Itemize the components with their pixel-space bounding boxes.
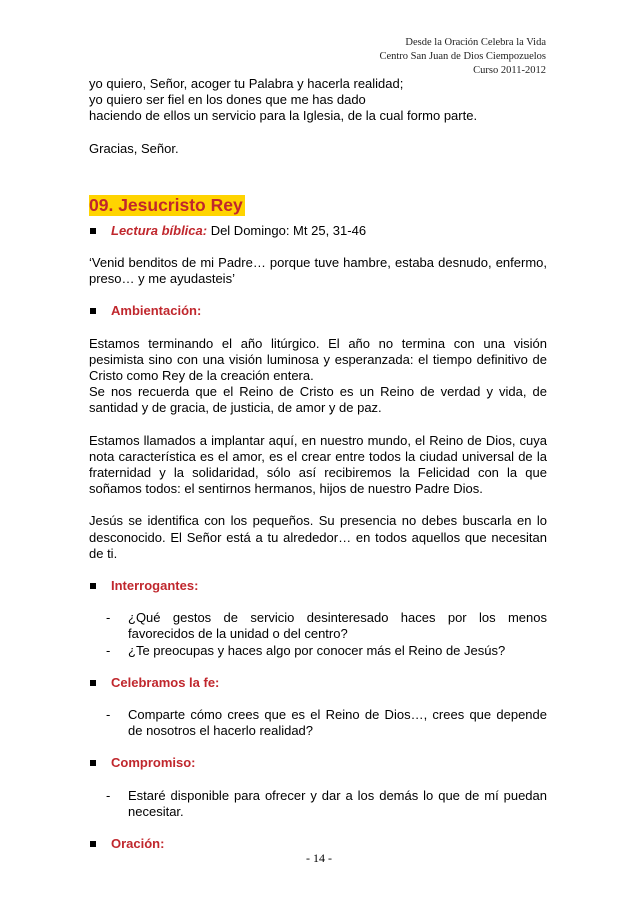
ambientacion-paragraph-1b: Se nos recuerda que el Reino de Cristo es un Reino de verdad y vida, de santidad y de gracia, de justicia, de amor y de paz. <box>89 384 547 416</box>
oracion-label: Oración: <box>111 836 165 852</box>
compromiso-label: Compromiso: <box>111 755 196 771</box>
interrogante-text-1: ¿Qué gestos de servicio desinteresado haces por los menos favorecidos de la unidad o del centro? <box>128 610 547 642</box>
page-content <box>89 76 547 852</box>
header-line-3: Curso 2011-2012 <box>473 65 546 76</box>
interrogantes-label: Interrogantes: <box>111 578 199 594</box>
intro-line-2: yo quiero ser fiel en los dones que me has dado <box>89 92 366 108</box>
compromiso-item <box>89 755 547 771</box>
interrogantes-item <box>89 578 547 594</box>
lectura-value: Del Domingo: Mt 25, 31-46 <box>207 222 367 238</box>
section-title: 09. Jesucristo Rey <box>89 194 243 215</box>
lectura-item <box>89 223 547 239</box>
interrogante-1 <box>89 610 547 642</box>
intro-thanks: Gracias, Señor. <box>89 140 179 156</box>
celebramos-text: Comparte cómo crees que es el Reino de Dios…, crees que depende de nosotros el hacerlo realidad? <box>128 707 547 739</box>
compromiso-entry <box>89 788 547 820</box>
intro-line-3: haciendo de ellos un servicio para la Iglesia, de la cual formo parte. <box>89 108 478 124</box>
ambientacion-paragraph-3: Jesús se identifica con los pequeños. Su presencia no debes buscarla en lo desconocido. El Señor está a tu alrededor… en todos aquellos que necesitan de ti. <box>89 513 547 561</box>
compromiso-text: Estaré disponible para ofrecer y dar a los demás lo que de mí puedan necesitar. <box>128 787 547 819</box>
page-header <box>379 36 546 78</box>
bullet-square-icon <box>90 841 96 847</box>
page-number: - 14 - <box>306 851 332 865</box>
bullet-square-icon <box>90 680 96 686</box>
bullet-square-icon <box>90 760 96 766</box>
dash-marker: - <box>106 787 111 803</box>
header-line-2: Centro San Juan de Dios Ciempozuelos <box>379 51 546 62</box>
bullet-square-icon <box>90 308 96 314</box>
oracion-item <box>89 836 547 852</box>
dash-marker: - <box>106 642 111 658</box>
ambientacion-paragraph-1a: Estamos terminando el año litúrgico. El año no termina con una visión pesimista sino con una visión luminosa y esperanzada: el tiempo definitivo de Cristo como Rey de la creación entera. <box>89 335 547 384</box>
interrogante-2 <box>89 643 547 659</box>
dash-marker: - <box>106 610 111 626</box>
celebramos-label: Celebramos la fe: <box>111 674 220 690</box>
lectura-label: Lectura bíblica: <box>111 222 208 238</box>
interrogante-text-2: ¿Te preocupas y haces algo por conocer más el Reino de Jesús? <box>128 642 506 658</box>
bullet-square-icon <box>90 583 96 589</box>
header-line-1: Desde la Oración Celebra la Vida <box>405 37 546 48</box>
dash-marker: - <box>106 707 111 723</box>
ambientacion-paragraph-2: Estamos llamados a implantar aquí, en nuestro mundo, el Reino de Dios, cuya nota característica es el amor, es el crear entre todos la ciudad universal de la fraternidad y la solidaridad, sólo así recibiremos la Felicidad con la que soñamos todos: el sentirnos hermanos, hijos de nuestro Padre Dios. <box>89 432 547 497</box>
celebramos-entry <box>89 707 547 739</box>
ambientacion-item <box>89 303 547 319</box>
bullet-square-icon <box>90 228 96 234</box>
ambientacion-label: Ambientación: <box>111 303 202 319</box>
intro-line-1: yo quiero, Señor, acoger tu Palabra y hacerla realidad; <box>89 76 404 91</box>
quote-text: ‘Venid benditos de mi Padre… porque tuve hambre, estaba desnudo, enfermo, preso… y me ayudasteis’ <box>89 255 547 287</box>
celebramos-item <box>89 675 547 691</box>
